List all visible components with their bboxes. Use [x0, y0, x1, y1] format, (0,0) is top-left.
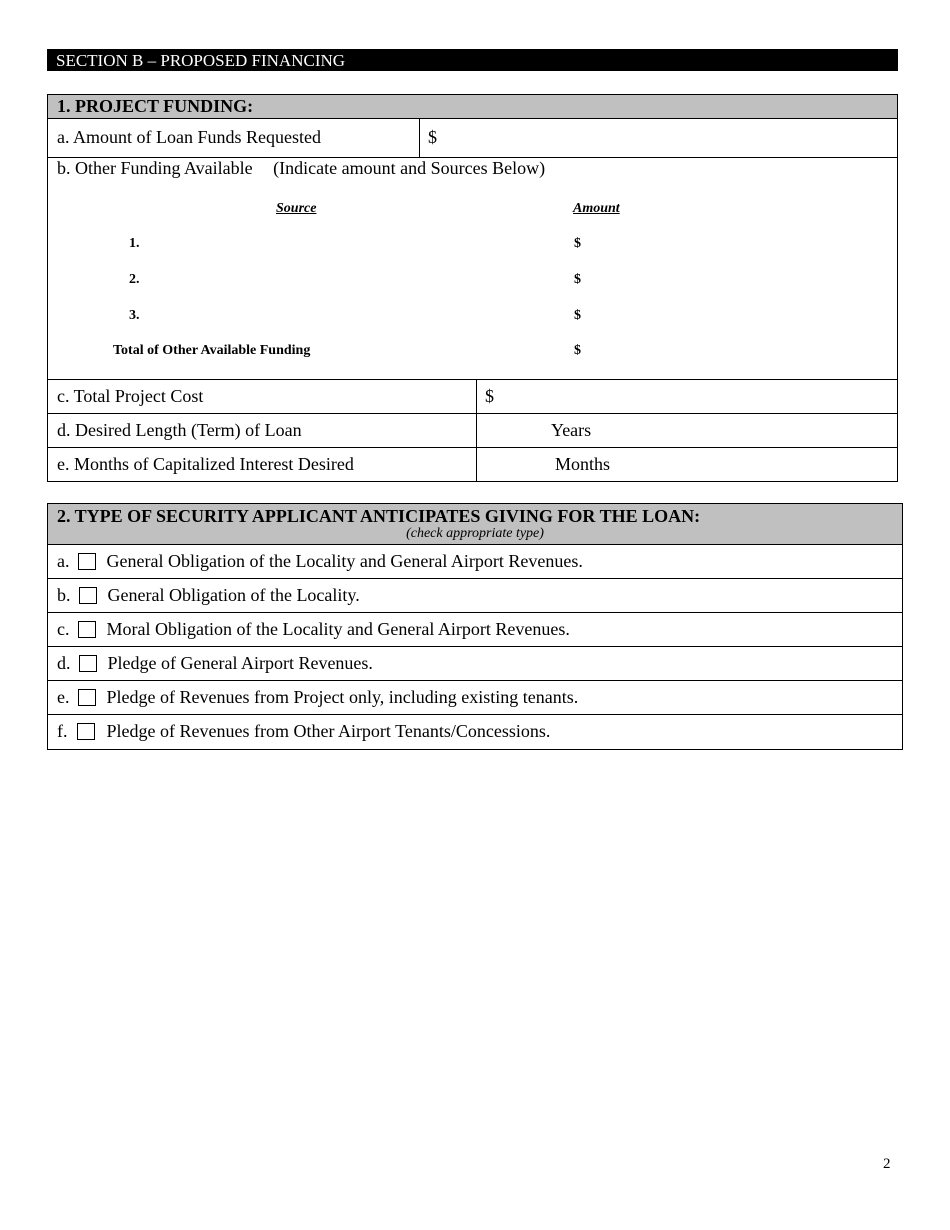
capitalized-interest-label: e. Months of Capitalized Interest Desired [57, 453, 354, 474]
security-option-b [48, 578, 902, 613]
section-title: SECTION B – PROPOSED FINANCING [47, 49, 898, 71]
security-option-e-checkbox[interactable] [78, 689, 96, 706]
security-option-c-checkbox[interactable] [78, 621, 96, 638]
security-option-f-letter: f. [57, 721, 68, 741]
total-cost-field[interactable] [485, 379, 897, 413]
security-option-f-label: Pledge of Revenues from Other Airport Tenants/Concessions. [106, 721, 551, 741]
total-other-funding-amount[interactable]: $ [574, 343, 581, 358]
capitalized-interest-unit: Months [555, 453, 611, 474]
security-option-a-checkbox[interactable] [78, 553, 96, 570]
other-funding-label-line [57, 158, 545, 178]
security-option-c-letter: c. [57, 618, 70, 639]
loan-funds-currency: $ [428, 127, 437, 147]
funding-row-3-amount[interactable]: $ [574, 308, 581, 323]
total-cost-label: c. Total Project Cost [57, 385, 204, 406]
funding-row-3-number: 3. [129, 308, 140, 323]
funding-row-1-amount[interactable]: $ [574, 236, 581, 251]
security-option-c [48, 612, 902, 647]
funding-row-2-amount[interactable]: $ [574, 272, 581, 287]
security-option-e-label: Pledge of Revenues from Project only, including existing tenants. [106, 686, 579, 707]
security-option-a [48, 544, 902, 579]
security-option-f [48, 714, 902, 749]
page-number: 2 [883, 1156, 891, 1172]
funding-row-2-number: 2. [129, 272, 140, 287]
security-option-d-label: Pledge of General Airport Revenues. [107, 652, 373, 673]
loan-term-label: d. Desired Length (Term) of Loan [57, 419, 302, 440]
capitalized-interest-row [48, 447, 897, 481]
security-option-b-label: General Obligation of the Locality. [107, 584, 360, 605]
loan-funds-field[interactable] [428, 118, 897, 157]
total-cost-currency: $ [485, 385, 494, 406]
security-option-d-letter: d. [57, 652, 71, 673]
security-subheading: (check appropriate type) [406, 526, 544, 541]
loan-funds-label: a. Amount of Loan Funds Requested [57, 127, 321, 147]
loan-term-unit: Years [551, 419, 592, 440]
project-funding-section [47, 94, 898, 482]
total-other-funding-label: Total of Other Available Funding [113, 343, 311, 358]
security-option-e-letter: e. [57, 686, 70, 707]
amount-column-header: Amount [573, 201, 620, 216]
loan-term-field[interactable] [477, 413, 897, 447]
project-funding-heading: 1. PROJECT FUNDING: [48, 95, 897, 119]
security-option-a-label: General Obligation of the Locality and General Airport Revenues. [106, 550, 583, 571]
security-type-section [47, 503, 903, 750]
security-option-d [48, 646, 902, 681]
capitalized-interest-field[interactable] [477, 447, 897, 481]
other-funding-block [48, 157, 897, 380]
security-option-a-letter: a. [57, 550, 70, 571]
total-cost-row [48, 379, 897, 414]
security-option-f-checkbox[interactable] [77, 723, 95, 740]
other-funding-note: (Indicate amount and Sources Below) [273, 158, 546, 178]
loan-funds-row [48, 118, 897, 158]
security-option-d-checkbox[interactable] [79, 655, 97, 672]
loan-term-row [48, 413, 897, 448]
security-heading-bar [48, 504, 902, 545]
security-heading: 2. TYPE OF SECURITY APPLICANT ANTICIPATES GIVING FOR THE LOAN: [57, 506, 701, 526]
security-option-b-letter: b. [57, 584, 71, 605]
funding-row-1-number: 1. [129, 236, 140, 251]
security-option-e [48, 680, 902, 715]
security-option-b-checkbox[interactable] [79, 587, 97, 604]
other-funding-label: b. Other Funding Available [57, 158, 253, 178]
source-column-header: Source [276, 201, 317, 216]
security-option-c-label: Moral Obligation of the Locality and General Airport Revenues. [106, 618, 570, 639]
